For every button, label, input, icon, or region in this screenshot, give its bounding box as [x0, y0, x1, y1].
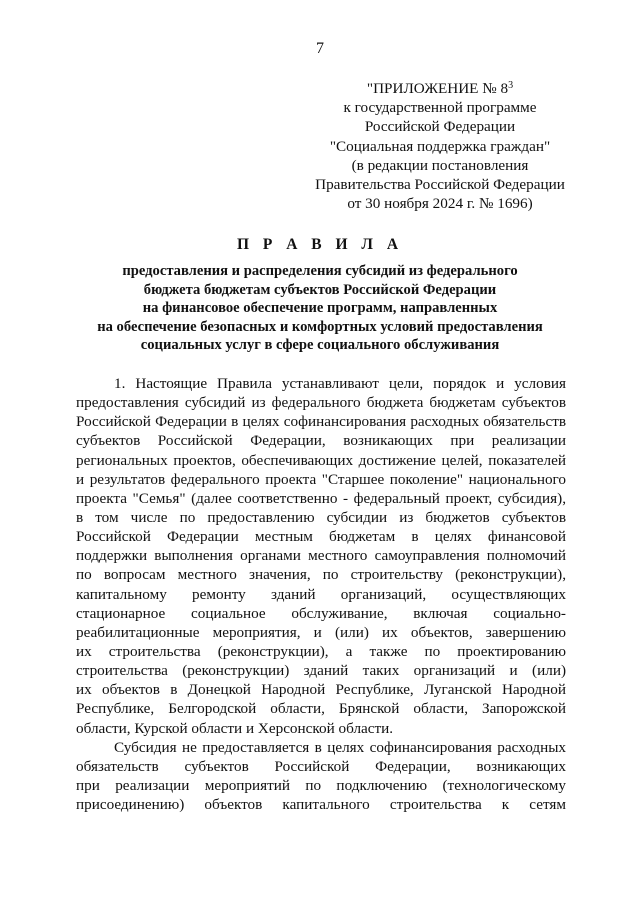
paragraph-line: 1. Настоящие Правила устанавливают цели, порядок и условия	[114, 375, 566, 392]
paragraph-line: реабилитационные мероприятия, и (или) их объектов, завершению	[76, 623, 566, 641]
document-subtitle	[60, 262, 580, 355]
paragraph-1	[76, 374, 566, 738]
appendix-line-1	[300, 76, 580, 98]
paragraph-line: и результатов федерального проекта "Старшее поколение" национального	[76, 470, 566, 488]
subtitle-line: бюджета бюджетам субъектов Российской Федерации	[143, 281, 497, 298]
paragraph-line: области, Курской области и Херсонской области.	[76, 719, 394, 737]
paragraph-line: стационарное социальное обслуживание, включая социально-	[76, 604, 566, 622]
paragraph-line: Субсидия не предоставляется в целях софинансирования расходных	[114, 738, 566, 756]
appendix-line-4: "Социальная поддержка граждан"	[329, 137, 551, 155]
paragraph-line: в том числе по предоставлению субсидии из бюджетов субъектов	[76, 508, 566, 526]
paragraph-line: их строительства (реконструкции), а также по проектированию	[76, 642, 566, 660]
paragraph-line: при реализации мероприятий по подключению (технологическому	[76, 776, 566, 794]
paragraph-line: поддержки выполнения органами местного самоуправления полномочий	[76, 547, 566, 565]
paragraph-line: Российской Федерации местным бюджетам в целях финансовой	[76, 528, 566, 546]
paragraph-line: строительства (реконструкции) зданий таких организаций и (или)	[76, 662, 566, 680]
paragraph-line: обязательств субъектов Российской Федерации, возникающих	[76, 757, 566, 775]
subtitle-line: на финансовое обеспечение программ, направленных	[142, 300, 498, 317]
paragraph-line: Российской Федерации в целях софинансирования расходных обязательств	[76, 413, 566, 431]
subtitle-line: предоставления и распределения субсидий из федерального	[122, 263, 518, 279]
appendix-header	[300, 76, 580, 213]
appendix-line-7: от 30 ноября 2024 г. № 1696)	[347, 195, 533, 213]
subtitle-line: социальных услуг в сфере социального обслуживания	[140, 337, 500, 354]
paragraph-line: проекта "Семья" (далее соответственно - федеральный проект, субсидия),	[76, 489, 566, 507]
appendix-line-3: Российской Федерации	[364, 118, 516, 136]
appendix-number-superscript: 3	[508, 80, 514, 91]
appendix-line-6: Правительства Российской Федерации	[315, 176, 565, 194]
appendix-line-2: к государственной программе	[343, 99, 537, 117]
document-body	[76, 374, 566, 814]
paragraph-line: Республике, Белгородской области, Брянской области, Запорожской	[76, 700, 566, 718]
paragraph-line: капитальному ремонту зданий организаций, осуществляющих	[76, 585, 566, 603]
paragraph-line: присоединению) объектов капитального строительства к сетям	[76, 796, 566, 814]
document-title: П Р А В И Л А	[236, 236, 404, 253]
paragraph-line: региональных проектов, обеспечивающих достижение целей, показателей	[76, 451, 566, 469]
page-number: 7	[316, 40, 324, 57]
appendix-title: "ПРИЛОЖЕНИЕ № 8	[366, 80, 509, 97]
paragraph-2	[76, 738, 566, 815]
paragraph-line: субъектов Российской Федерации, возникающих при реализации	[76, 432, 566, 450]
subtitle-line: на обеспечение безопасных и комфортных условий предоставления	[97, 318, 543, 335]
appendix-line-5: (в редакции постановления	[351, 156, 529, 174]
paragraph-line: их объектов в Донецкой Народной Республике, Луганской Народной	[76, 681, 566, 699]
paragraph-line: предоставления субсидий из федерального бюджета бюджетам субъектов	[76, 394, 566, 412]
paragraph-line: по вопросам местного значения, по строительству (реконструкции),	[76, 566, 566, 584]
